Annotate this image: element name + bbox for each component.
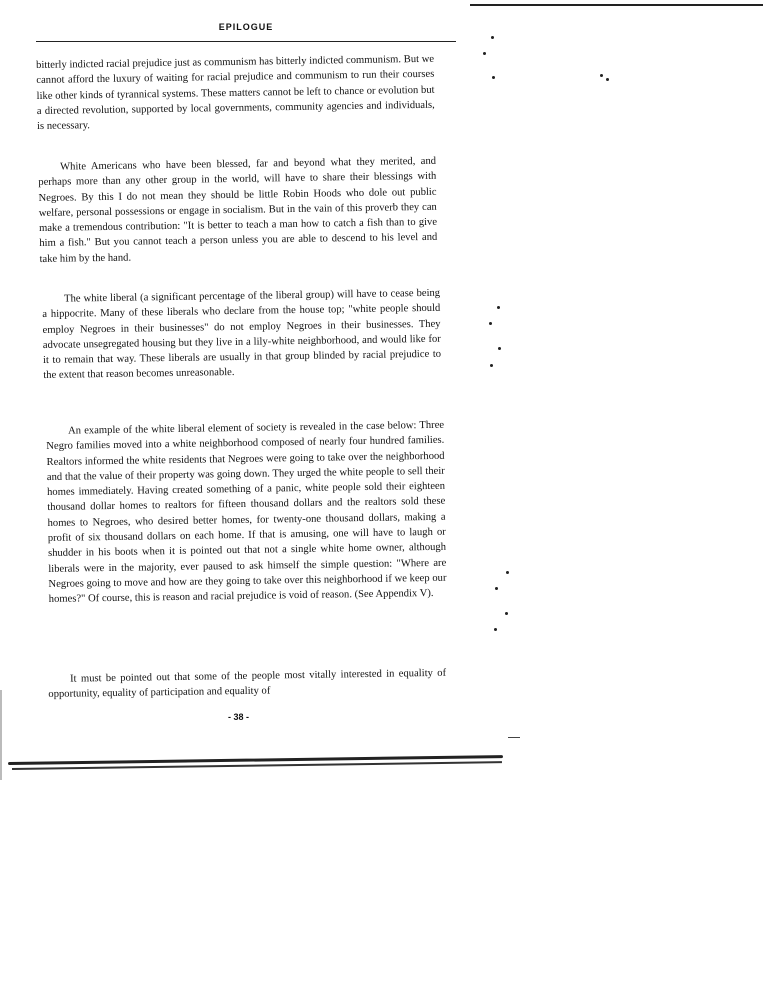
scan-speck	[600, 74, 603, 77]
scan-speck	[506, 571, 509, 574]
scan-speck	[495, 587, 498, 590]
top-rule	[470, 4, 763, 6]
scan-speck	[494, 628, 497, 631]
scan-speck	[497, 306, 500, 309]
scan-edge-shadow	[0, 690, 2, 780]
scan-dash	[508, 737, 520, 738]
scan-speck	[606, 78, 609, 81]
paragraph-1: bitterly indicted racial prejudice just as communism has bitterly indicted communism. But we cannot afford the luxury of waiting for racial prejudice and communism to run their courses like other kinds of tyrannical systems. These matters cannot be left to chance or evolution but a directed revolution, supported by local governments, community agencies and individuals, is necessary.	[36, 53, 435, 133]
scan-speck	[490, 364, 493, 367]
paragraph-5: It must be pointed out that some of the people most vitally interested in equality of opportunity, equality of participation and equality of	[48, 667, 447, 701]
scan-speck	[483, 52, 486, 55]
page-header: EPILOGUE	[218, 22, 274, 32]
scan-speck	[492, 76, 495, 79]
paragraph-2: White Americans who have been blessed, far and beyond what they merited, and perhaps more than any other group in the world, will have to share their blessings with Negroes. By this I do not mean they should be little Robin Hoods who dole out public welfare, personal possessions or engage in socialism. But in the vain of this proverb they can make a tremendous contribution: "It is better to teach a man how to catch a fish than to give him a fish." But you cannot teach a person unless you are able to descend to his level and take him by the hand.	[38, 155, 438, 265]
scan-speck	[491, 36, 494, 39]
paragraph-3: The white liberal (a significant percentage of the liberal group) will have to cease being a hippocrite. Many of these liberals who declare from the house top; "white people should employ Negroes in their businesses" do not employ Negroes in their businesses. They advocate unsegregated housing but they live in a lily-white neighborhood, and would like for it to remain that way. These liberals are usually in that group blinded by racial prejudice to the extent that reason becomes unreasonable.	[42, 287, 442, 382]
scan-speck	[489, 322, 492, 325]
scan-speck	[498, 347, 501, 350]
page-number: - 38 -	[228, 712, 250, 722]
scan-speck	[505, 612, 508, 615]
header-rule	[36, 41, 456, 42]
paragraph-4: An example of the white liberal element of society is revealed in the case below: Three Negro families moved into a white neighborhood composed of nearly four hundred families. Realtors informed the white residents that Negroes were going to take over the neighborhood and that the value of their property was going down. They urged the white people to sell their homes immediately. Having created something of a panic, white people sold their eighteen thousand dollar homes to realtors for fifteen thousand dollars and the realtors sold these homes to Negroes, who desired better homes, for twenty-one thousand dollars, making a profit of six thousand dollars on each home. If that is amusing, one will have to laugh or shudder in his boots when it is pointed out that not a single white home owner, although liberals were in the majority, ever paused to ask himself the simple question: "Where are Negroes going to move and how are they going to take over this neighborhood if we keep our homes?" Of course, this is reason and racial prejudice is void of reason. (See Appendix V).	[46, 419, 447, 606]
